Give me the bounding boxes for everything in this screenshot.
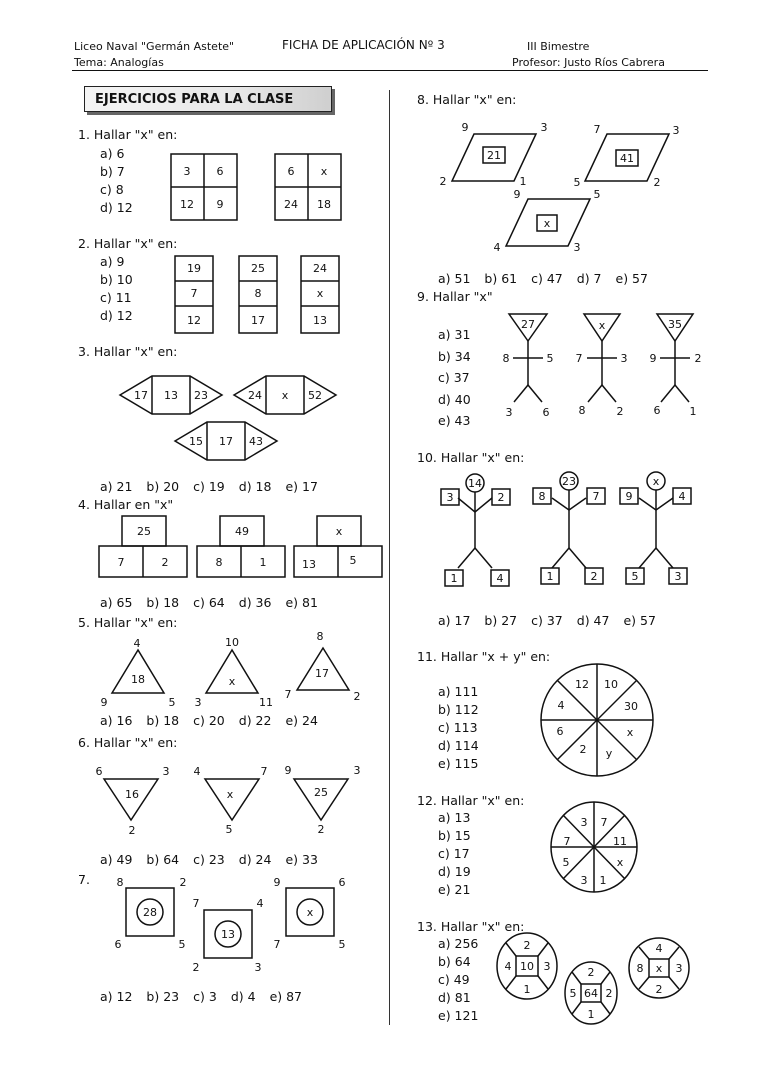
option: a) 65 [100,595,133,610]
sector-number: 7 [600,816,608,829]
grid-cell: 12 [180,198,194,211]
option: a) 256 [438,936,479,951]
corner-number: 5 [178,938,186,951]
grid-cell: 12 [187,314,201,327]
q9-label: 9. Hallar "x" [417,289,493,304]
option: c) 23 [193,852,225,867]
vertex-number: 7 [284,688,292,701]
q6-label: 6. Hallar "x" en: [78,735,178,750]
option: b) 27 [484,613,518,628]
shape-cell: 15 [189,435,203,448]
corner-number: 5 [338,938,346,951]
center-number: x [228,675,236,688]
shape-cell: 24 [248,389,262,402]
sector-number: 3 [580,874,588,887]
grid-cell: 24 [284,198,298,211]
corner-number: 6 [338,876,346,889]
box-number: 1 [450,572,458,585]
school-name: Liceo Naval "Germán Astete" [74,40,235,53]
shape-cell: 23 [194,389,208,402]
option: e) 21 [438,882,471,897]
corner-number: 9 [513,188,521,201]
box-number: 4 [678,490,686,503]
q4-label: 4. Hallar en "x" [78,497,174,512]
leg-number: 3 [505,406,513,419]
sector-number: x [626,726,634,739]
sector-number: 6 [556,725,564,738]
vertex-number: 5 [225,823,233,836]
box-number: 4 [496,572,504,585]
center-number: 25 [314,786,328,799]
option: a) 111 [438,684,479,699]
box-number: 3 [674,570,682,583]
sector-number: 11 [613,835,627,848]
corner-number: 5 [593,188,601,201]
option: b) 18 [146,713,180,728]
leg-number: 8 [578,404,586,417]
fig-cell: 13 [302,558,316,571]
center-number: 21 [487,149,501,162]
option: e) 57 [615,271,648,286]
vertex-number: 7 [260,765,268,778]
option: a) 17 [438,613,471,628]
option: e) 33 [285,852,318,867]
corner-number: 7 [273,938,281,951]
top-number: 2 [523,939,531,952]
option: d) 114 [438,738,479,753]
option: b) 112 [438,702,479,717]
corner-number: 3 [573,241,581,254]
fig-cell: 49 [235,525,249,538]
q12-label: 12. Hallar "x" en: [417,793,525,808]
option: a) 51 [438,271,471,286]
option: b) 34 [438,348,471,364]
corner-number: 3 [672,124,680,137]
right-number: 3 [543,960,551,973]
left-number: 5 [569,987,577,1000]
option: d) 40 [438,391,471,407]
arm-number: 8 [502,352,510,365]
top-number: 4 [655,942,663,955]
corner-number: 2 [192,961,200,974]
option: d) 36 [238,595,272,610]
vertex-number: 8 [316,630,324,643]
vertex-number: 2 [128,824,136,837]
vertex-number: 11 [259,696,273,709]
option: a) 9 [100,254,125,269]
corner-number: 9 [273,876,281,889]
sector-number: 5 [562,856,570,869]
shape-cell: 17 [134,389,148,402]
vertex-number: 10 [225,636,239,649]
leg-number: 1 [689,405,697,418]
option: b) 20 [146,479,180,494]
option: b) 10 [100,272,133,287]
box-number: 3 [446,491,454,504]
fig-cell: 5 [349,554,357,567]
option: e) 24 [285,713,318,728]
center-number: 64 [584,987,598,1000]
arm-number: 5 [546,352,554,365]
vertex-number: 5 [168,696,176,709]
option: c) 11 [100,290,132,305]
right-number: 3 [675,962,683,975]
option: b) 23 [146,989,180,1004]
grid-cell: 18 [317,198,331,211]
option: c) 3 [193,989,217,1004]
option: e) 87 [269,989,303,1004]
q11-label: 11. Hallar "x + y" en: [417,649,551,664]
teacher-label: Profesor: Justo Ríos Cabrera [512,56,665,69]
option: a) 13 [438,810,471,825]
option: d) 81 [438,990,471,1005]
vertex-number: 4 [193,765,201,778]
arm-number: 7 [575,352,583,365]
grid-cell: 25 [251,262,265,275]
box-number: 2 [497,491,505,504]
vertex-number: 9 [100,696,108,709]
option: c) 20 [193,713,225,728]
arm-number: 3 [620,352,628,365]
shape-cell: 13 [164,389,178,402]
option: e) 81 [285,595,318,610]
corner-number: 8 [116,876,124,889]
top-number: 35 [668,318,682,331]
box-number: 2 [590,570,598,583]
option: b) 18 [146,595,180,610]
center-number: 13 [221,928,235,941]
box-number: 8 [538,490,546,503]
shape-cell: 43 [249,435,263,448]
option: c) 37 [531,613,563,628]
q7-label: 7. [78,872,90,887]
shape-cell: 52 [308,389,322,402]
corner-number: 3 [540,121,548,134]
q13-label: 13. Hallar "x" en: [417,919,525,934]
grid-cell: 9 [216,198,224,211]
corner-number: 1 [519,175,527,188]
corner-number: 4 [493,241,501,254]
option: a) 12 [100,989,133,1004]
section-title: EJERCICIOS PARA LA CLASE [84,86,332,112]
option: a) 31 [438,327,471,342]
corner-number: 5 [573,176,581,189]
corner-number: 4 [256,897,264,910]
q5-label: 5. Hallar "x" en: [78,615,178,630]
head-number: 23 [562,475,576,488]
center-number: x [226,788,234,801]
option: e) 57 [623,613,656,628]
right-number: 2 [605,987,613,1000]
corner-number: 7 [593,123,601,136]
grid-cell: 6 [287,165,295,178]
option: b) 15 [438,828,471,843]
grid-cell: x [316,287,324,300]
option: c) 19 [193,479,225,494]
option: e) 43 [438,413,471,428]
grid-cell: 3 [183,165,191,178]
option: d) 12 [100,308,133,323]
box-number: 9 [625,490,633,503]
corner-number: 3 [254,961,262,974]
center-number: x [655,962,663,975]
option: c) 49 [438,972,470,987]
center-number: x [306,906,314,919]
center-number: 28 [143,906,157,919]
option: a) 49 [100,852,133,867]
topic-label: Tema: Analogías [74,56,164,69]
option: b) 61 [484,271,518,286]
box-number: 5 [631,570,639,583]
option: d) 24 [238,852,272,867]
q2-label: 2. Hallar "x" en: [78,236,178,251]
sector-number: 4 [557,699,565,712]
option: c) 8 [100,182,124,197]
leg-number: 2 [616,405,624,418]
option: e) 121 [438,1008,479,1023]
sector-number: 3 [580,816,588,829]
grid-cell: 6 [216,165,224,178]
head-number: x [652,475,660,488]
fig-cell: 2 [161,556,169,569]
term-label: III Bimestre [527,40,590,53]
center-number: x [543,217,551,230]
sector-number: 12 [575,678,589,691]
option: b) 64 [438,954,471,969]
corner-number: 2 [653,176,661,189]
grid-cell: 17 [251,314,265,327]
left-number: 4 [504,960,512,973]
box-number: 7 [592,490,600,503]
bottom-number: 1 [523,983,531,996]
top-number: 27 [521,318,535,331]
corner-number: 2 [179,876,187,889]
center-number: 18 [131,673,145,686]
center-number: 10 [520,960,534,973]
vertex-number: 4 [133,637,141,650]
option: c) 37 [438,370,470,385]
corner-number: 9 [461,121,469,134]
vertex-number: 3 [162,765,170,778]
sector-number: 7 [563,835,571,848]
q10-label: 10. Hallar "x" en: [417,450,525,465]
grid-cell: 24 [313,262,327,275]
option: d) 4 [230,989,256,1004]
sector-number: 30 [624,700,638,713]
option: c) 17 [438,846,470,861]
grid-cell: 8 [254,287,262,300]
option: b) 7 [100,164,125,179]
vertex-number: 6 [95,765,103,778]
top-number: 2 [587,966,595,979]
shape-cell: x [281,389,289,402]
option: d) 7 [576,271,602,286]
option: d) 47 [576,613,610,628]
option: e) 115 [438,756,479,771]
option: c) 64 [193,595,225,610]
option: d) 12 [100,200,133,215]
sector-number: 2 [579,743,587,756]
fig-cell: 1 [259,556,267,569]
sector-number: 10 [604,678,618,691]
sector-number: x [616,856,624,869]
corner-number: 7 [192,897,200,910]
option: e) 17 [285,479,318,494]
grid-cell: 13 [313,314,327,327]
corner-number: 2 [439,175,447,188]
sector-number: y [605,747,613,760]
grid-cell: 7 [190,287,198,300]
option: d) 18 [238,479,272,494]
left-number: 8 [636,962,644,975]
vertex-number: 2 [353,690,361,703]
shape-cell: 17 [219,435,233,448]
vertex-number: 3 [353,764,361,777]
grid-cell: 19 [187,262,201,275]
center-number: 16 [125,788,139,801]
vertex-number: 2 [317,823,325,836]
q8-label: 8. Hallar "x" en: [417,92,517,107]
head-number: 14 [468,477,482,490]
q3-label: 3. Hallar "x" en: [78,344,178,359]
fig-cell: 8 [215,556,223,569]
bottom-number: 1 [587,1008,595,1021]
option: d) 19 [438,864,471,879]
top-number: x [598,319,606,332]
option: b) 64 [146,852,180,867]
option: a) 16 [100,713,133,728]
grid-cell: x [320,165,328,178]
option: a) 21 [100,479,133,494]
fig-cell: 7 [117,556,125,569]
option: c) 113 [438,720,478,735]
leg-number: 6 [542,406,550,419]
vertex-number: 3 [194,696,202,709]
sheet-title: FICHA DE APLICACIÓN Nº 3 [282,38,445,52]
option: d) 22 [238,713,272,728]
fig-cell: 25 [137,525,151,538]
vertex-number: 9 [284,764,292,777]
arm-number: 2 [694,352,702,365]
option: c) 47 [531,271,563,286]
bottom-number: 2 [655,983,663,996]
leg-number: 6 [653,404,661,417]
q1-label: 1. Hallar "x" en: [78,127,178,142]
fig-cell: x [335,525,343,538]
center-number: 17 [315,667,329,680]
center-number: 41 [620,152,634,165]
box-number: 1 [546,570,554,583]
corner-number: 6 [114,938,122,951]
sector-number: 1 [599,874,607,887]
option: a) 6 [100,146,125,161]
arm-number: 9 [649,352,657,365]
